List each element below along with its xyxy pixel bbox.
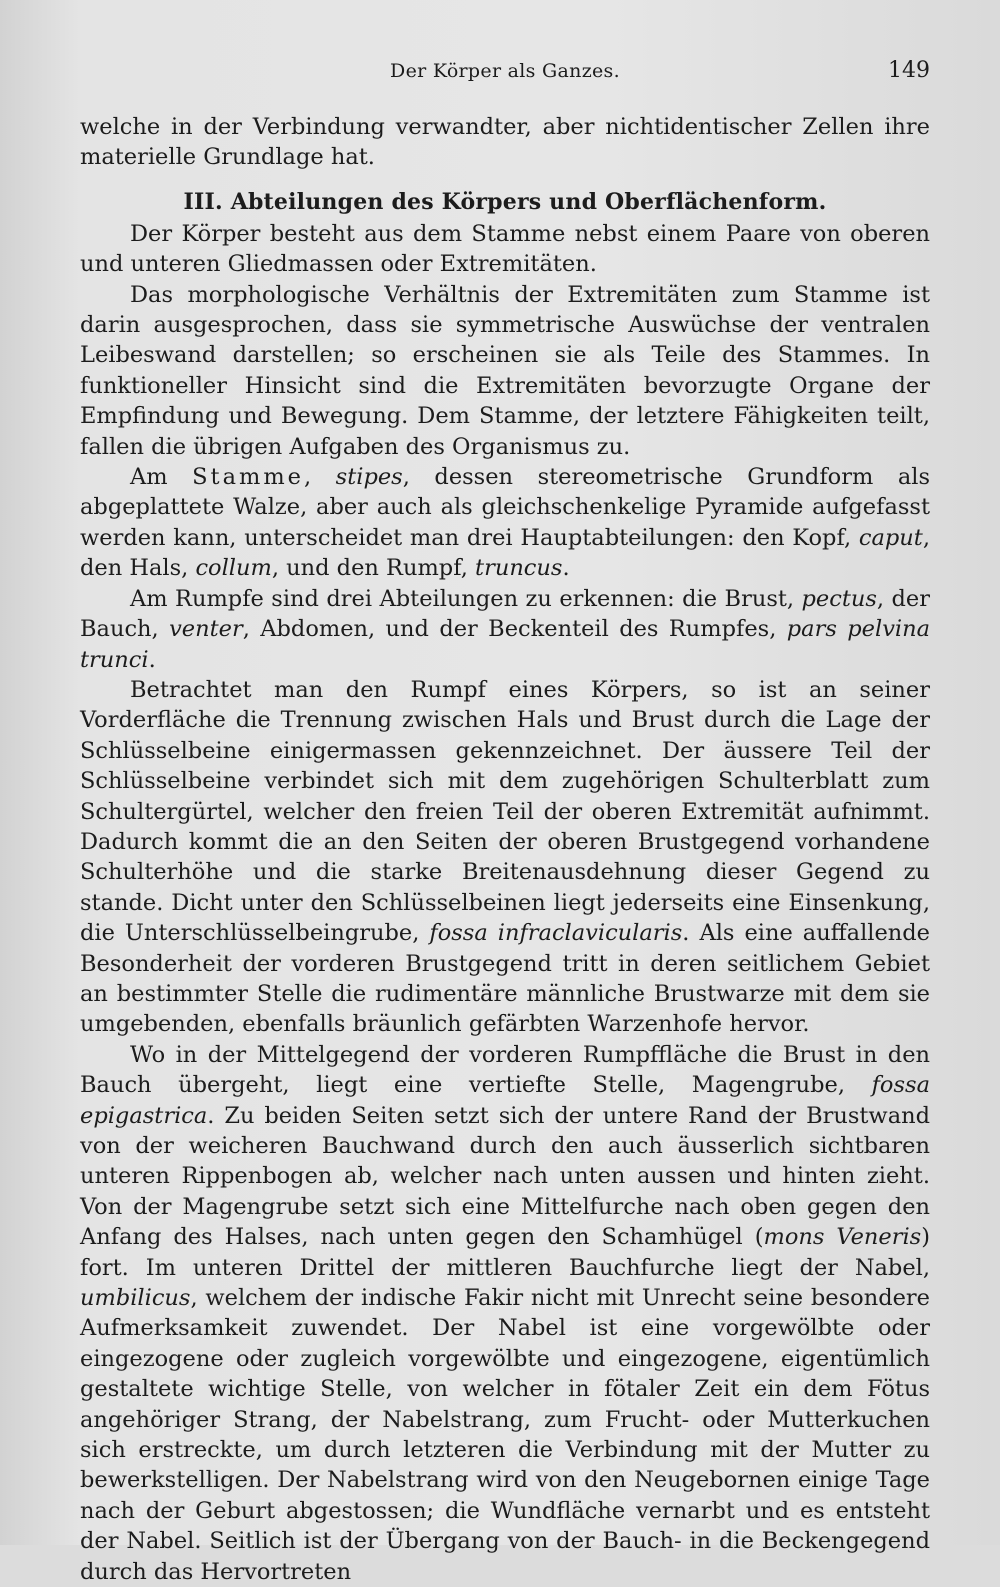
paragraph-1: Der Körper besteht aus dem Stamme nebst einem Paare von oberen und unteren Gliedmassen oder Extremitäten. bbox=[80, 220, 930, 278]
text-run: ) fort. Im unteren Drittel der mittleren Bauchfurche liegt der Nabel, bbox=[80, 1224, 931, 1281]
section-heading: III. Abteilungen des Körpers und Oberflächenform. bbox=[183, 188, 827, 215]
page-body bbox=[80, 112, 930, 1587]
text-run: , den Hals, bbox=[80, 524, 930, 582]
running-title: Der Körper als Ganzes. bbox=[390, 60, 620, 82]
latin-term: pectus bbox=[801, 585, 877, 612]
latin-term: caput bbox=[858, 524, 923, 551]
latin-term: umbilicus bbox=[80, 1285, 191, 1312]
paragraph-6 bbox=[80, 1040, 930, 1587]
text-run: Betrachtet man den Rumpf eines Körpers, so ist an seiner Vorderfläche die Trennung zwischen Hals und Brust durch die Lage der Schlüsselbeine einigermassen gekennzeichnet. Der äussere Teil der Schlüsselbeine verbindet sich mit dem zugehörigen Schulterblatt zum Schultergürtel, welcher den freien Teil der oberen Extremität aufnimmt. Dadurch kommt die an den Seiten der oberen Brustgegend vorhandene Schulterhöhe und die starke Breitenausdehnung dieser Gegend zu stande. Dicht unter den Schlüsselbeinen liegt jederseits eine Einsenkung, die Unterschlüsselbeingrube, bbox=[80, 676, 930, 947]
spaced-term: Stamme bbox=[192, 464, 304, 491]
text-run: , bbox=[303, 464, 336, 491]
text-run: . Als eine auffallende Besonderheit der vorderen Brustgegend tritt in deren seitlichem Gebiet an bestimmter Stelle die rudimentäre männliche Brustwarze mit dem sie umgebenden, ebenfalls bräunlich gefärbten Warzenhofe hervor. bbox=[80, 920, 930, 1038]
latin-term: fossa infraclavicularis bbox=[429, 920, 683, 947]
latin-term: venter bbox=[169, 616, 243, 643]
text-run: . bbox=[148, 646, 156, 673]
text-run: . bbox=[562, 555, 570, 582]
text-run: , dessen stereometrische Grundform als abgeplattete Walze, aber auch als gleichschenkelige Pyramide aufgefasst werden kann, unterscheidet man drei Hauptabteilungen: den Kopf, bbox=[80, 464, 930, 551]
page-number: 149 bbox=[888, 58, 930, 83]
latin-term: truncus bbox=[475, 555, 563, 582]
latin-term: fossa epigastrica bbox=[80, 1072, 930, 1129]
text-run: Wo in der Mittelgegend der vorderen Rumpffläche die Brust in den Bauch übergeht, liegt eine vertiefte Stelle, Magengrube, bbox=[80, 1041, 930, 1099]
text-run: , welchem der indische Fakir nicht mit Unrecht seine besondere Aufmerksamkeit zuwendet. Der Nabel ist eine vorgewölbte oder eingezogene oder zugleich vorgewölbte und eingezogene, eigentümlich gestaltete wichtige Stelle, von welcher in fötaler Zeit ein dem Fötus angehöriger Strang, der Nabelstrang, zum Frucht- oder Mutterkuchen sich erstreckte, um durch letzteren die Verbindung mit der Mutter zu bewerkstelligen. Der Nabelstrang wird von den Neugebornen einige Tage nach der Geburt abgestossen; die Wundfläche vernarbt und es entsteht der Nabel. Seitlich ist der Übergang von der Bauch- in die Beckengegend durch das Hervortreten bbox=[80, 1285, 930, 1585]
paragraph-4 bbox=[80, 584, 930, 675]
latin-term: collum bbox=[195, 555, 272, 582]
text-run: Am bbox=[130, 464, 193, 491]
text-run: , und den Rumpf, bbox=[271, 555, 476, 582]
paragraph-2: Das morphologische Verhältnis der Extremitäten zum Stamme ist darin ausgesprochen, dass sie symmetrische Auswüchse der ventralen Leibeswand darstellen; so erscheinen sie als Teile des Stammes. In funktioneller Hinsicht sind die Extremitäten bevorzugte Organe der Empfindung und Bewegung. Dem Stamme, der letztere Fähigkeiten teilt, fallen die übrigen Aufgaben des Organismus zu. bbox=[80, 281, 930, 460]
text-run: , der Bauch, bbox=[80, 585, 930, 643]
paragraph-5 bbox=[80, 675, 930, 1040]
text-run: . Zu beiden Seiten setzt sich der untere Rand der Brustwand von der weicheren Bauchwand durch den auch äusserlich sichtbaren unteren Rippenbogen ab, welcher nach unten aussen und hinten zieht. Von der Magengrube setzt sich eine Mittelfurche nach oben gegen den Anfang des Halses, nach unten gegen den Schamhügel ( bbox=[80, 1102, 930, 1251]
paragraph-3 bbox=[80, 462, 930, 584]
text-run: , Abdomen, und der Beckenteil des Rumpfes, bbox=[242, 616, 787, 643]
paragraph-continuation: welche in der Verbindung verwandter, aber nichtidentischer Zellen ihre materielle Grundlage hat. bbox=[80, 114, 930, 171]
page-header bbox=[80, 60, 930, 90]
latin-term: mons Veneris bbox=[763, 1224, 922, 1251]
latin-term: stipes bbox=[335, 464, 403, 491]
latin-term: pars pelvina trunci bbox=[80, 616, 931, 673]
text-run: Am Rumpfe sind drei Abteilungen zu erkennen: die Brust, bbox=[130, 585, 802, 612]
